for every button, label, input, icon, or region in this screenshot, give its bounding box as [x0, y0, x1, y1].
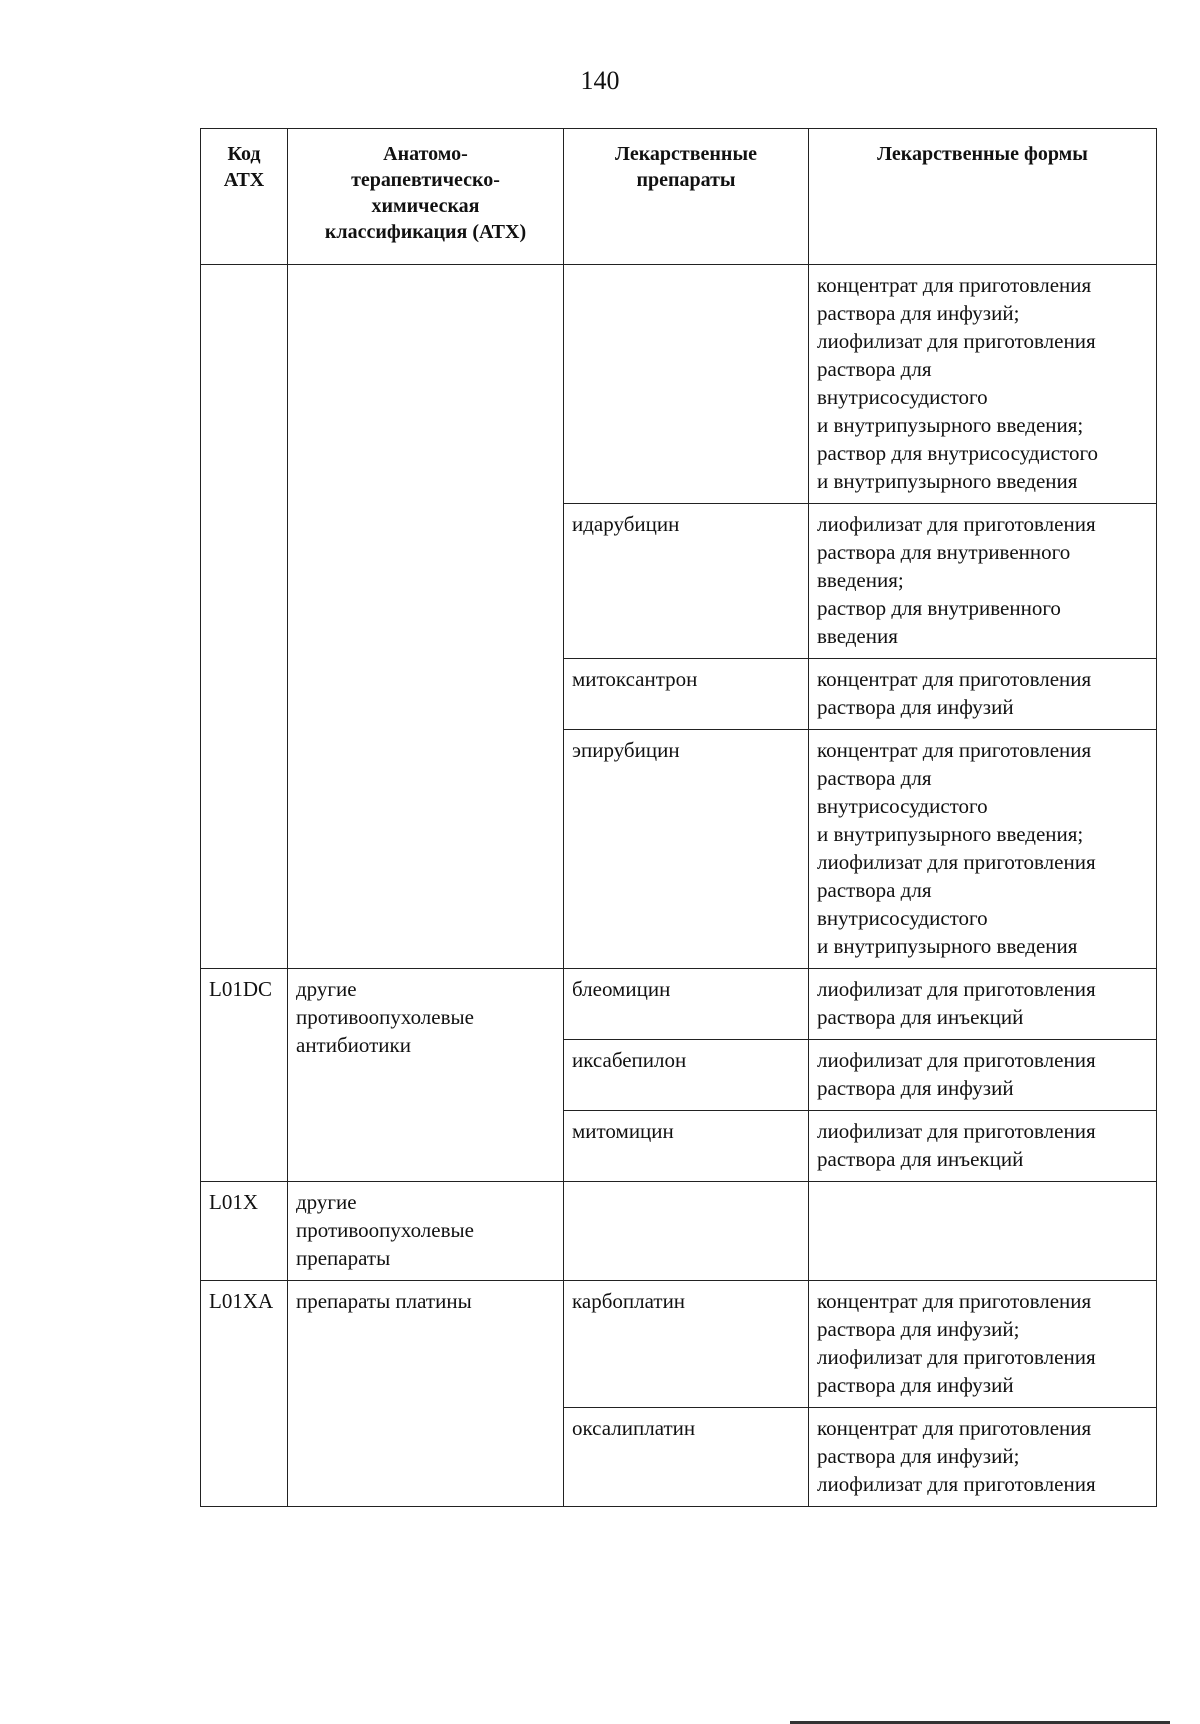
drug-cell: блеомицин	[564, 969, 809, 1040]
cell-line: внутрисосудистого	[817, 794, 988, 818]
cell-line: концентрат для приготовления	[817, 1416, 1092, 1440]
cell-line: раствора для	[817, 357, 932, 381]
cell-line: раствора для инфузий	[817, 695, 1014, 719]
cell-line: раствора для инфузий	[817, 1076, 1014, 1100]
cell-line: раствора для инфузий	[817, 1373, 1014, 1397]
cell-line: раствора для	[817, 878, 932, 902]
cell-line: противоопухолевые	[296, 1218, 474, 1242]
cell-line: другие	[296, 1190, 357, 1214]
drug-cell: карбоплатин	[564, 1281, 809, 1408]
forms-cell	[809, 1040, 1157, 1111]
cell-line: концентрат для приготовления	[817, 1289, 1092, 1313]
atx-table	[200, 128, 1157, 1507]
forms-cell	[809, 730, 1157, 969]
drug-cell: митоксантрон	[564, 659, 809, 730]
cell-line: антибиотики	[296, 1033, 411, 1057]
cell-line: Лекарственные	[615, 143, 757, 165]
table-row	[201, 1182, 1157, 1281]
table-row	[201, 265, 1157, 504]
cell-line: и внутрипузырного введения	[817, 469, 1078, 493]
forms-cell	[809, 265, 1157, 504]
cell-line: раствора для инфузий;	[817, 1317, 1020, 1341]
cell-line: классификация (АТХ)	[324, 221, 527, 243]
cell-line: Код	[227, 143, 261, 165]
cell-line: препараты	[296, 1246, 391, 1270]
header-classification	[288, 129, 564, 265]
cell-line: лиофилизат для приготовления	[817, 1119, 1096, 1143]
drug-cell: иксабепилон	[564, 1040, 809, 1111]
cell-line: внутрисосудистого	[817, 385, 988, 409]
forms-cell	[809, 659, 1157, 730]
cell-line: Анатомо-	[383, 143, 468, 165]
cell-line: раствора для внутривенного	[817, 540, 1071, 564]
forms-cell	[809, 504, 1157, 659]
cell-line: препараты платины	[296, 1289, 472, 1313]
cell-line: раствор для внутривенного	[817, 596, 1061, 620]
atx-code-cell	[201, 265, 288, 969]
cell-line: раствора для инъекций	[817, 1147, 1024, 1171]
atx-class-cell	[288, 969, 564, 1182]
cell-line: раствора для инфузий;	[817, 301, 1020, 325]
cell-line: другие	[296, 977, 357, 1001]
drug-cell: идарубицин	[564, 504, 809, 659]
forms-cell	[809, 969, 1157, 1040]
page-number: 140	[580, 66, 620, 95]
cell-line: лиофилизат для приготовления	[817, 1472, 1096, 1496]
cell-line: и внутрипузырного введения	[817, 934, 1078, 958]
forms-cell	[809, 1111, 1157, 1182]
forms-cell	[809, 1182, 1157, 1281]
cell-line: терапевтическо-	[351, 169, 500, 191]
atx-code-cell: L01DC	[201, 969, 288, 1182]
drug-cell	[564, 265, 809, 504]
forms-cell	[809, 1281, 1157, 1408]
cell-line: лиофилизат для приготовления	[817, 1048, 1096, 1072]
cell-line: раствора для	[817, 766, 932, 790]
table-row	[201, 969, 1157, 1040]
cell-line: введения;	[817, 568, 904, 592]
cell-line: лиофилизат для приготовления	[817, 329, 1096, 353]
atx-code-cell: L01XA	[201, 1281, 288, 1507]
cell-line: внутрисосудистого	[817, 906, 988, 930]
cell-line: противоопухолевые	[296, 1005, 474, 1029]
cell-line: лиофилизат для приготовления	[817, 1345, 1096, 1369]
cell-line: препараты	[636, 169, 736, 191]
drug-cell: эпирубицин	[564, 730, 809, 969]
table-row	[201, 1281, 1157, 1408]
drug-cell: оксалиплатин	[564, 1408, 809, 1507]
drug-cell: митомицин	[564, 1111, 809, 1182]
header-forms	[809, 129, 1157, 265]
cell-line: раствора для инъекций	[817, 1005, 1024, 1029]
forms-cell	[809, 1408, 1157, 1507]
cell-line: АТХ	[223, 169, 265, 191]
header-drugs	[564, 129, 809, 265]
cell-line: лиофилизат для приготовления	[817, 977, 1096, 1001]
cell-line: и внутрипузырного введения;	[817, 413, 1084, 437]
header-row	[201, 129, 1157, 265]
cell-line: и внутрипузырного введения;	[817, 822, 1084, 846]
cell-line: введения	[817, 624, 898, 648]
cell-line: раствора для инфузий;	[817, 1444, 1020, 1468]
cell-line: химическая	[371, 195, 480, 217]
atx-class-cell	[288, 265, 564, 969]
atx-class-cell	[288, 1281, 564, 1507]
cell-line: Лекарственные формы	[877, 143, 1088, 165]
drug-cell	[564, 1182, 809, 1281]
cell-line: концентрат для приготовления	[817, 273, 1092, 297]
atx-class-cell	[288, 1182, 564, 1281]
cell-line: лиофилизат для приготовления	[817, 512, 1096, 536]
cell-line: концентрат для приготовления	[817, 738, 1092, 762]
cell-line: концентрат для приготовления	[817, 667, 1092, 691]
cell-line: раствор для внутрисосудистого	[817, 441, 1099, 465]
cell-line: лиофилизат для приготовления	[817, 850, 1096, 874]
atx-code-cell: L01X	[201, 1182, 288, 1281]
header-code	[201, 129, 288, 265]
